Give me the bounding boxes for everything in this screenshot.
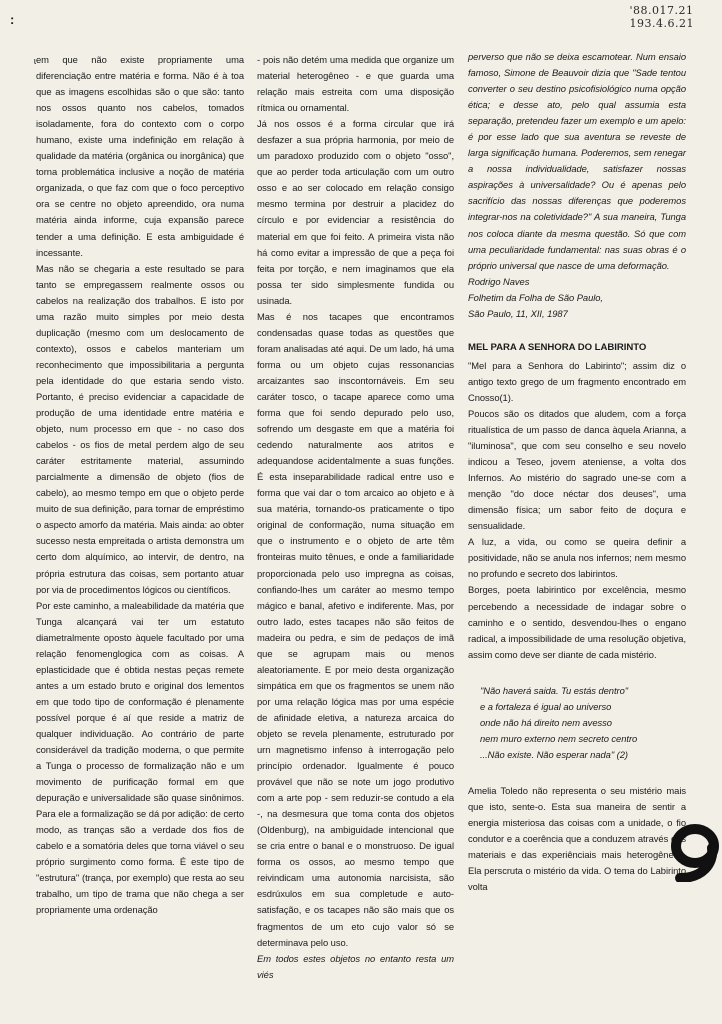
poem-line: e a fortaleza é igual ao universo xyxy=(480,700,612,712)
poem-line: ...Não existe. Não esperar nada" (2) xyxy=(480,748,628,760)
poem-line: "Não haverá saida. Tu estás dentro" xyxy=(480,684,629,696)
paragraph: A luz, a vida, ou como se queira definir a positividade, não se anula nos infernos; nem mesmo no profundo e secreto dos labirintos. xyxy=(468,536,686,580)
paragraph: Já nos ossos é a forma circular que irá desfazer a sua própria harmonia, por meio de um paradoxo produzido com o objeto "osso", que ao perder toda articulação com um outro osso e ao ser colocado em relação consigo mesmo termina por destruir a placidez do círculo e por evidenciar a resistência do material em que foi feito. A primeira vista não há como evitar a impressão de que a peça foi feita por torção, e nem imaginamos que ela possa ter sido simplesmente fundida ou usinada. xyxy=(257,118,454,306)
page-number-9-mark xyxy=(662,820,722,882)
margin-colon-mark: : xyxy=(10,12,15,27)
poem-quote xyxy=(480,683,686,763)
paragraph: Amelia Toledo não representa o seu mistério mais que isto, sente-o. Esta sua maneira de sentir a energia misteriosa das coisas com a unidade, o fio condutor e a coerência que a conduzem através dos materiais e das experiênciais mais heterogêneas. Ela perscruta o mistério da vida. O tema do Labirinto volta xyxy=(468,784,686,892)
paragraph: "Mel para a Senhora do Labirinto"; assim diz o antigo texto grego de um fragmento encontrado em Cnosso(1). xyxy=(468,359,686,403)
catalog-number-line-2: 193.4.6.21 xyxy=(629,17,694,30)
paragraph: em que não existe propriamente uma diferenciação entre matéria e forma. Não é à toa que as imagens escolhidas são o que são: tanto nos ossos quanto nos cabelos, tomados isoladamente, fora do contexto com o corpo humano, existe uma indefinição em relação à qualidade da matéria (orgânica ou inorgânica) que torna problemática inclusive a noção de matéria organizada, o que faz com que o foco perceptivo ora se centre no objeto apreendido, ora numa matéria ainda informe, cuja expansão parece tender a uma definição. E esta ambiguidade é incessante. xyxy=(36,54,244,258)
paragraph: Borges, poeta labirintico por excelência, mesmo percebendo a necessidade de indagar sobre o caminho e o sentido, desvendou-lhes o engano radical, a impossibilidade de uma resolução objetiva, assim como deve ser diante de cada mistério. xyxy=(468,584,686,660)
paragraph-closing-line: Em todos estes objetos no entanto resta um viés xyxy=(257,952,454,980)
article-column-3 xyxy=(468,49,686,895)
catalog-number-line-1: '88.017.21 xyxy=(629,4,694,17)
signature-publication: Folhetim da Folha de São Paulo, xyxy=(468,291,603,303)
article-column-2 xyxy=(257,52,454,983)
poem-line: nem muro externo nem secreto centro xyxy=(480,732,638,744)
article-column-1 xyxy=(36,52,244,919)
paragraph: - pois não detém uma medida que organize um material heterogêneo - e que guarda uma relação mais estreita com uma disposição rítmica ou ornamental. xyxy=(257,54,454,114)
paragraph-quote-beauvoir: perverso que não se deixa escamotear. Num ensaio famoso, Simone de Beauvoir dizia que "Sade tentou converter o seu destino psicofisiológico numa opção ética; e desse ato, pelo qual assumia esta separação, pretendeu fazer um exemplo e um apelo: é por esse lado que sua aventura se reveste de larga significação humana. Poderemos, sem renegar a nossa individualidade, satisfazer nossas aspirações à universalidade? Ou é apenas pelo sacrifício das nossas diferenças que poderemos integrar-nos na coletividade?" A sua maneira, Tunga nos coloca diante da mesma questão. Só que com uma peculiaridade fundamental: nas suas obras é o próprio universal que nasce de uma deformação. xyxy=(468,51,686,271)
poem-line: onde não há direito nem avesso xyxy=(480,716,612,728)
section-heading: MEL PARA A SENHORA DO LABIRINTO xyxy=(468,341,647,353)
signature-date: São Paulo, 11, XII, 1987 xyxy=(468,307,568,319)
paragraph: Poucos são os ditados que aludem, com a força ritualística de um passo de danca àquela Arianna, a "iluminosa", que com seu conselho e seu novelo indicou a Teseo, jovem ateniense, a volta dos Infernos. Ao mistério do sagrado une-se com a menção "do doce néctar dos deuses", uma dimensão física; um sabor feito de doçura e sensualidade. xyxy=(468,407,686,532)
author-signature xyxy=(468,274,686,322)
paragraph: Mas é nos tacapes que encontramos condensadas quase todas as questões que foram analisadas até aqui. De um lado, há uma forma ou um objeto cujas ressonancias arcaizantes sao inscontornáveis. Em seu caráter tosco, o tacape aparece como uma forma que foi sendo depurado pelo uso, sofrendo um desgaste em que a matéria foi cedendo naturalmente aos atritos e adequandose acidentalmente a suas funções. É esta inseparabilidade radical entre uso e forma que vai dar o tom arcaico ao objeto e à sua matéria, tornando-os praticamente o tipo original de conformação, numa situação em que o instrumento e o objeto de arte têm fronteiras muito tênues, e onde a familiaridade proporcionada pelo uso impregna as coisas, confiando-lhes um caráter ao mesmo tempo mágico e banal, afetivo e indiferente. Mas, por outro lado, estes tacapes não são feitos de madeira ou pedra, e sim de pedaços de imã que se agrupam mais ou menos aleatoriamente. E por meio desta organização simpática em que os fragmentos se unem não por uma relação lógica mas por uma espécie de afinidade eletiva, a natureza arcaica do objeto se revela plenamente, estruturado por urn magnetismo infenso à interrogação pelo princípio ordenador. Igualmente é pouco provável que não se note um jogo produtivo com a arte pop - sem reduzir-se contudo a ela -, na desmesura que toma conta dos objetos (Oldenburg), na ambiguidade intencional que se cria entre o banal e o monstruoso. De igual forma os ossos, ao mesmo tempo que reivindicam uma autonomia narcisista, são esdrúxulos em sua completude e auto-satisfação, e os tacapes não são mais que os fragmentos de um eto cujo valor só se determinava pelo uso. xyxy=(257,310,454,948)
paragraph: Por este caminho, a maleabilidade da matéria que Tunga alcançará vai ter um estatuto diametralmente oposto àquele facultado por uma relação fenomenglogica com as coisas. A eplasticidade que é obtida nestas peças remete antes a um estado bruto e original dos lementos em que todo tipo de conformação é plenamente possível porque é aí que reside a matriz de qualquer individuação. Ao contrário de parte considerável da tradição moderna, o que permite a Tunga o processo de formalização não e um movimento de purificação formal em que depuração e universalidade são quase sinônimos. Para ele a formalização se dá por adição: de certo modo, as tranças são a verdade dos fios de cabelo e a somatória deles que torna viável o seu próprio surgimento como forma. É este tipo de "estrutura" (trança, por exemplo) que resta ao seu trabalho, um tipo de trama que não chega a ser propriamente uma ordenação xyxy=(36,599,244,916)
margin-tick-mark: ɩ xyxy=(34,56,36,66)
signature-author: Rodrigo Naves xyxy=(468,275,530,287)
paragraph: Mas não se chegaria a este resultado se para tanto se empregassem realmente ossos ou cabelos na realização dos trabalhos. E isto por uma razão muito simples por meio desta duplicação (mesmo com um deslocamento de contexto), ossos e cabelos manteriam um reconhecimento que impossibilitaria a pergunta pela identidade do que estaria sendo visto. Portanto, é preciso evidenciar a capacidade de produção de uma identidade entre matéria e objeto, num processo em que - no caso dos cabelos - os fios de metal perdem algo de seu caráter estritamente material, assumindo parcialmente a dimensão de objeto (fios de cabelo), ao mesmo tempo em que o objeto perde muito de sua definição, para tornar de empréstimo o aspecto amorfo da matéria. Mais ainda: ao obter sucesso nesta empreitada o artista demonstra um certo dom alquímico, ao intervir, de dentro, na própria estrutura das coisas, sem portanto atuar por via de procedimentos lógicos ou científicos. xyxy=(36,262,244,595)
handwritten-catalog-number xyxy=(630,4,694,30)
